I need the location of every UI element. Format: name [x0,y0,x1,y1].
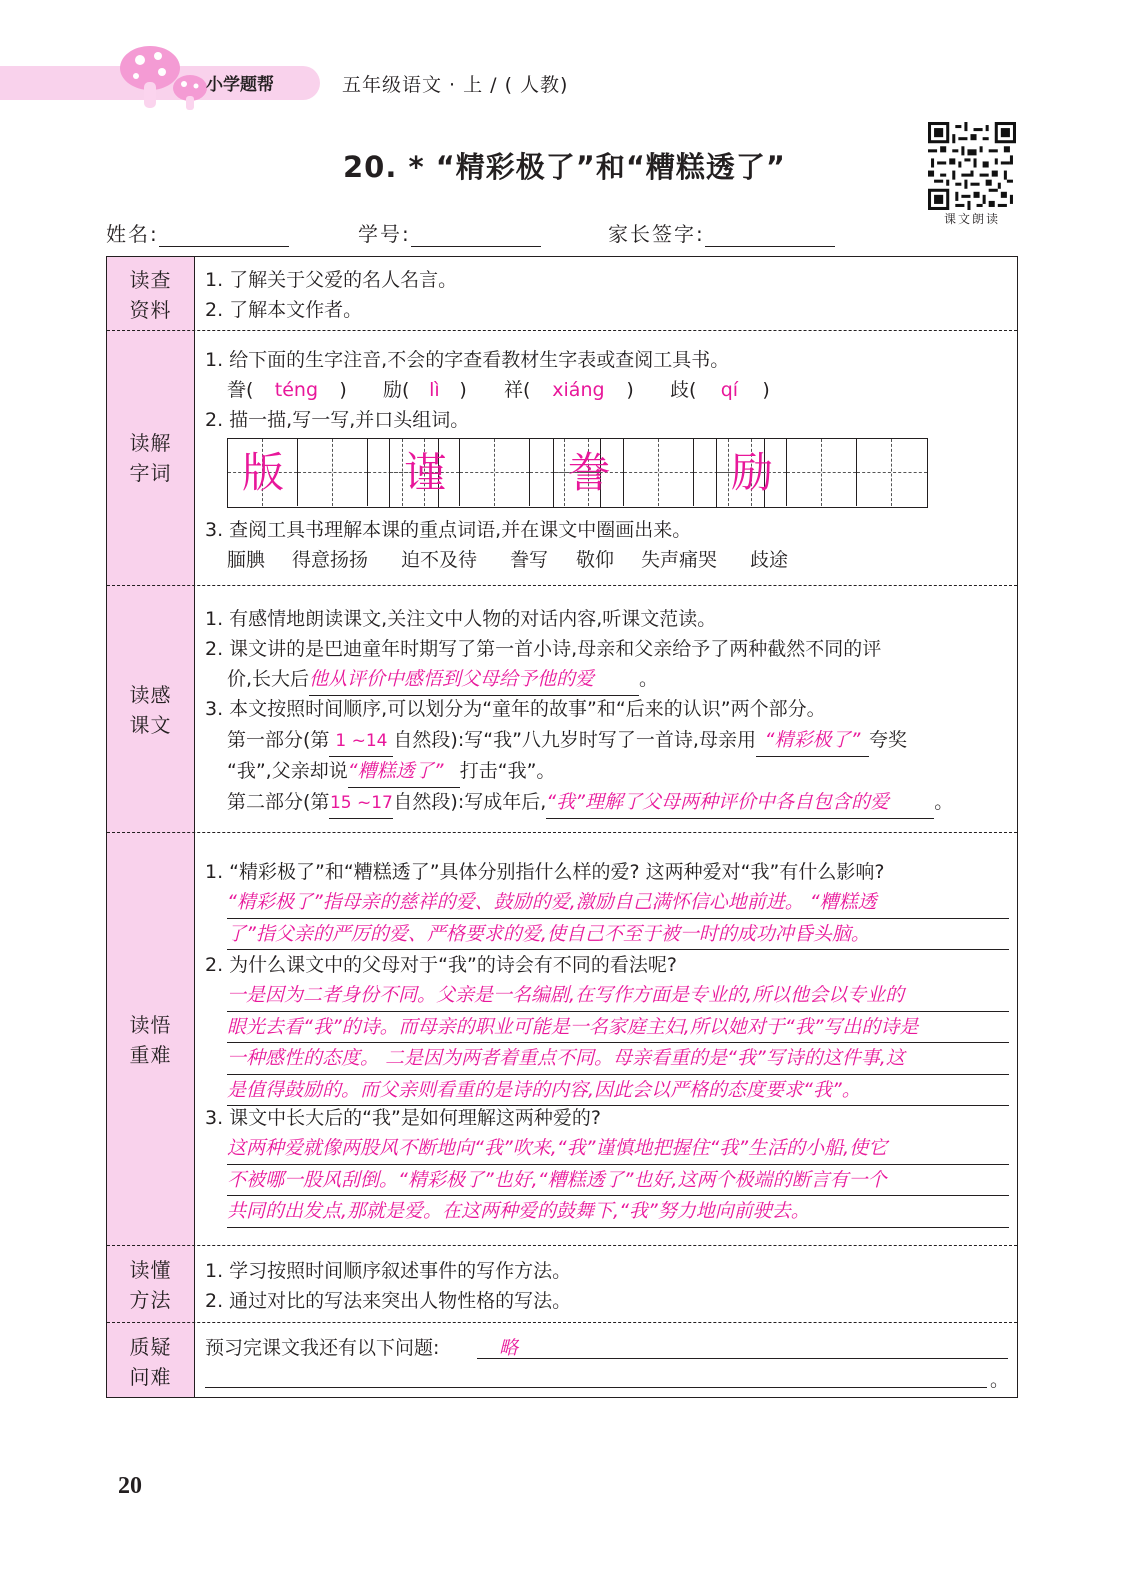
section-divider [107,1245,1017,1246]
section-label-methods: 读懂 方法 [129,1258,172,1312]
section-label-research: 读查 资料 [129,268,172,322]
key-word: 腼腆 [227,549,266,571]
end-mark: 。 [990,1369,1010,1391]
pinyin-item[interactable]: 励( lì ) [383,375,467,405]
answer-line: 了”指父亲的严厉的爱、严格要求的爱,使自己不至于被一时的成功冲昏头脑。 [227,919,1009,951]
answer-line: 一是因为二者身份不同。父亲是一名编剧,在写作方面是专业的,所以他会以专业的 [227,980,1009,1012]
section-divider [107,585,1017,586]
answer-blank: “精彩极了” [756,725,869,757]
question: 1. “精彩极了”和“糟糕透了”具体分别指什么样的爱? 这两种爱对“我”有什么影响? [205,861,885,883]
questions-input-line-1[interactable] [477,1333,1008,1359]
trace-character: 谨 [403,448,446,497]
reading-line: 第一部分(第 1 ~14 自然段):写“我”八九岁时写了一首诗,母亲用 “精彩极了” 夸奖 [227,725,907,757]
qr-label: 课文朗读 [943,212,1000,226]
reading-line: 2. 课文讲的是巴迪童年时期写了第一首小诗,母亲和父亲给予了两种截然不同的评 [205,638,882,660]
pinyin-item[interactable]: 祥( xiáng ) [504,375,634,405]
questions-prompt: 预习完课文我还有以下问题: [205,1337,440,1359]
reading-line: 价,长大后他从评价中感悟到父母给予他的爱 。 [227,664,658,696]
questions-input-line-2[interactable] [205,1362,987,1388]
section-divider [107,1322,1017,1323]
reading-line: 第二部分(第15 ~17自然段):写成年后,“我”理解了父母两种评价中各自包含的爱 。 [227,787,953,819]
question: 3. 课文中长大后的“我”是如何理解这两种爱的? [205,1107,601,1129]
pinyin-answer: xiáng [552,379,605,401]
key-word: 歧途 [750,549,789,571]
pinyin-answer: qí [720,379,739,401]
parent-signature-field[interactable]: 家长签字: [608,218,835,247]
answer-line: 眼光去看“我”的诗。而母亲的职业可能是一名家庭主妇,所以她对于“我”写出的诗是 [227,1012,1009,1044]
answer-blank: “糟糕透了” [348,756,460,788]
mushroom-logo-icon [118,42,210,112]
vocab-question-2: 2. 描一描,写一写,并口头组词。 [205,409,470,431]
section-label-vocabulary: 读解 字词 [129,431,172,485]
reading-line: “我”,父亲却说“糟糕透了” 打击“我”。 [227,756,555,788]
reading-line: 3. 本文按照时间顺序,可以划分为“童年的故事”和“后来的认识”两个部分。 [205,698,826,720]
reading-line: 1. 有感情地朗读课文,关注文中人物的对话内容,听课文范读。 [205,608,717,630]
answer-line: 这两种爱就像两股风不断地向“我”吹来,“我”谨慎地把握住“我”生活的小船,使它 [227,1133,1009,1165]
answer-block[interactable] [227,980,1009,1106]
answer-block[interactable] [227,887,1009,950]
answer-line: 一种感性的态度。 二是因为两者着重点不同。母亲看重的是“我”写诗的这件事,这 [227,1043,1009,1075]
section-label-questions: 质疑 问难 [129,1335,172,1389]
section-label-reading: 读感 课文 [129,683,172,737]
section-label-difficulty: 读悟 重难 [129,1013,172,1067]
pinyin-answer: lì [429,379,440,401]
page-number: 20 [118,1473,142,1499]
vocab-question-1: 1. 给下面的生字注音,不会的字查看教材生字表或查阅工具书。 [205,349,730,371]
answer-line: 共同的出发点,那就是爱。在这两种爱的鼓舞下,“我”努力地向前驶去。 [227,1196,1009,1228]
writing-grid[interactable] [716,438,928,508]
question: 2. 为什么课文中的父母对于“我”的诗会有不同的看法呢? [205,954,677,976]
answer-blank: 他从评价中感悟到父母给予他的爱 [309,664,639,696]
section-divider [107,832,1017,833]
method-item: 1. 学习按照时间顺序叙述事件的写作方法。 [205,1260,572,1282]
name-blank[interactable] [159,224,289,247]
student-number-field[interactable]: 学号: [358,218,541,247]
trace-character: 励 [730,448,773,497]
trace-character: 版 [241,448,284,497]
research-item: 1. 了解关于父爱的名人名言。 [205,269,458,291]
answer-line: 是值得鼓励的。而父亲则看重的是诗的内容,因此会以严格的态度要求“我”。 [227,1075,1009,1107]
key-word: 得意扬扬 [292,549,369,571]
key-word: 失声痛哭 [641,549,718,571]
name-field[interactable]: 姓名: [106,218,289,247]
research-item: 2. 了解本文作者。 [205,299,363,321]
method-item: 2. 通过对比的写法来突出人物性格的写法。 [205,1290,572,1312]
pinyin-item[interactable]: 歧( qí ) [670,375,770,405]
answer-block[interactable] [227,1133,1009,1228]
questions-answer: 略 [499,1337,519,1359]
answer-line: “精彩极了”指母亲的慈祥的爱、鼓励的爱,激励自己满怀信心地前进。 “糟糕透 [227,887,1009,919]
answer-blank: 15 ~17 [329,788,393,819]
number-blank[interactable] [411,224,541,247]
book-title: 五年级语文 · 上 / ( 人教) [342,74,569,96]
pinyin-answer: téng [274,379,319,401]
key-word: 誊写 [510,549,549,571]
brand-name: 小学题帮 [206,75,274,95]
key-word: 敬仰 [576,549,615,571]
trace-character: 誊 [567,448,610,497]
key-word: 迫不及待 [401,549,478,571]
pinyin-item[interactable]: 誊( téng ) [227,375,347,405]
vocab-question-3: 3. 查阅工具书理解本课的重点词语,并在课文中圈画出来。 [205,519,692,541]
section-divider [107,330,1017,331]
answer-blank: “我”理解了父母两种评价中各自包含的爱 [546,787,934,819]
answer-blank: 1 ~14 [329,726,393,757]
answer-line: 不被哪一股风刮倒。“精彩极了”也好,“糟糕透了”也好,这两个极端的断言有一个 [227,1165,1009,1197]
lesson-title: 20. * “精彩极了”和“糟糕透了” [343,150,786,184]
signature-blank[interactable] [705,224,835,247]
qr-code-icon[interactable] [928,122,1016,210]
